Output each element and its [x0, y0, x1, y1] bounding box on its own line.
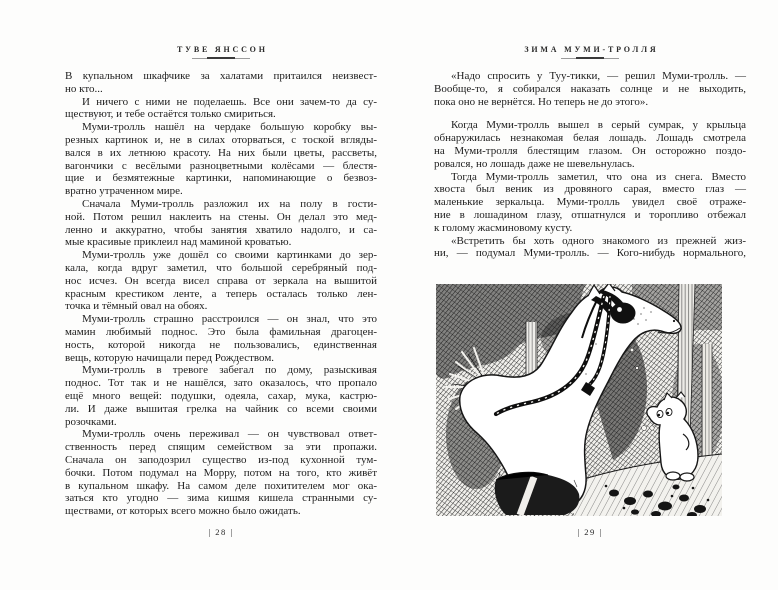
text-line: Муми-тролль в тревоге забе́гал по дому, разыскивая — [82, 364, 377, 377]
text-line: Муми-тролль уже дошёл со своими картинками до зер- — [82, 249, 377, 262]
page-number-left: | 28 | — [208, 527, 234, 537]
text-line: мамин любимый поднос. Это была фамильная драгоцен- — [65, 325, 377, 338]
text-line: мые красивые приклеил над маминой кроватью. — [65, 236, 292, 249]
header-divider — [561, 57, 619, 61]
text-line: ещё много вещей: подушки, одеяла, сахар, мука, кастрю- — [65, 389, 377, 402]
text-line: бочки. Потом подумал на Морру, потом на того, кто живёт — [65, 466, 377, 479]
text-line: вался в их летнюю красоту. На них были цветы, рассветы, — [65, 146, 377, 159]
text-line: Вообще-то, я собирался наказать солнце и не выходить, — [434, 82, 746, 95]
text-line: Муми-тролль нашёл на чердаке большую коробку вы- — [82, 121, 377, 134]
text-line: «Встретить бы хоть одного знакомого из прежней жиз- — [451, 234, 746, 247]
text-line: заться кто угодно — зима кишмя кишела странными су- — [65, 492, 377, 505]
text-block-left — [65, 70, 377, 518]
text-line: поднос. Тот так и не нашёлся, зато оказалось, что пропало — [65, 377, 377, 390]
text-line: Сначала Муми-тролль разложил их на полу в гости- — [82, 197, 377, 210]
page-left — [65, 0, 377, 590]
text-line: красным крестиком ленте, а теперь осталась только лен- — [65, 287, 377, 300]
text-line: ность, которой никогда не пользовались, единственная — [65, 338, 377, 351]
text-line: кала, когда вдруг заметил, что большой серебряный под- — [65, 261, 377, 274]
text-line: резных картинок и, не в силах оторваться, с тоской вгляды- — [65, 133, 377, 146]
text-line: маленькие зеркальца. Муми-тролль увидел своё отраже- — [434, 196, 746, 209]
text-line: на Муми-тролля блестящим глазом. Он осторожно поздо- — [434, 144, 746, 157]
text-line: В купальном шкафчике за халатами притаился неизвест- — [65, 70, 377, 82]
text-line: И ничего с ними не поделаешь. Все они зачем-то да су- — [82, 95, 377, 108]
divider-bar — [207, 57, 235, 59]
text-line: розочками. — [65, 415, 117, 428]
text-line: ществами, от которых всего можно было ожидать. — [65, 505, 301, 518]
text-line: вратно утраченном мире. — [65, 185, 183, 198]
text-line: но кто... — [65, 82, 103, 95]
text-line: Тогда Муми-тролль заметил, что она из снега. Вместо — [451, 170, 746, 183]
text-line: ществуют, и тебе остаётся только смириться. — [65, 108, 276, 121]
text-line: щие и безмятежные картинки, напоминающие о безвоз- — [65, 172, 377, 185]
text-line: Муми-тролль страшно расстроился — он знал, что это — [82, 313, 377, 326]
text-line: вагончики с весёлыми разноцветными колёсами — блестя- — [65, 159, 377, 172]
text-line: хвоста был веник из дровяного сарая, вместо глаз — — [434, 183, 746, 196]
running-head-title: ЗИМА МУМИ-ТРОЛЛЯ — [524, 45, 659, 54]
text-line: ственность перед спящим семейством за эти пропажи. — [65, 441, 377, 454]
text-line: Когда Муми-тролль вышел в серый сумрак, у крыльца — [451, 119, 746, 132]
text-line: обнаружилась незнакомая белая лошадь. Лошадь смотрела — [434, 132, 746, 145]
text-line: нос исчез. Он всегда висел справа от зеркала на вышитой — [65, 274, 377, 287]
snow-horse-illustration — [436, 284, 722, 516]
text-line: точка и тёмный овал на обоях. — [65, 300, 208, 313]
text-line: пока оно не вернётся. Но теперь не до этого». — [434, 95, 649, 108]
text-line: к голому жасминовому кусту. — [434, 221, 573, 234]
paragraph-spacer — [434, 108, 746, 119]
text-line: ние в лошадином глазу, отшатнулся и торопливо отбежал — [434, 208, 746, 221]
text-line: ной. Потом решил наклеить на стены. Он делал это мед- — [65, 210, 377, 223]
text-line: ленно и аккуратно, чтобы занятия хватило надолго, и са- — [65, 223, 377, 236]
text-line: ли. И даже вышитая грелка на чайник со всеми своими — [65, 402, 377, 415]
text-line: Сначала он заподозрил существо из-под кухонной тум- — [65, 453, 377, 466]
page-number-right: | 29 | — [577, 527, 603, 537]
running-head-author: ТУВЕ ЯНССОН — [177, 45, 268, 54]
page-right — [434, 0, 746, 590]
header-divider — [192, 57, 250, 61]
text-line: вещь, которую начищали перед Рождеством. — [65, 351, 275, 364]
text-line: «Надо спросить у Туу-тикки, — решил Муми-тролль. — — [451, 70, 746, 82]
text-block-right — [434, 70, 746, 260]
text-line: ровался, но лошадь даже не шевельнулась. — [434, 157, 635, 170]
text-line: ни, — подумал Муми-тролль. — Кого-нибудь нормального, — [434, 247, 746, 260]
text-line: Муми-тролль очень переживал — он чувствовал ответ- — [82, 428, 377, 441]
text-line: в купальном шкафу. На самом деле похитителем мог ока- — [65, 479, 377, 492]
divider-bar — [576, 57, 604, 59]
